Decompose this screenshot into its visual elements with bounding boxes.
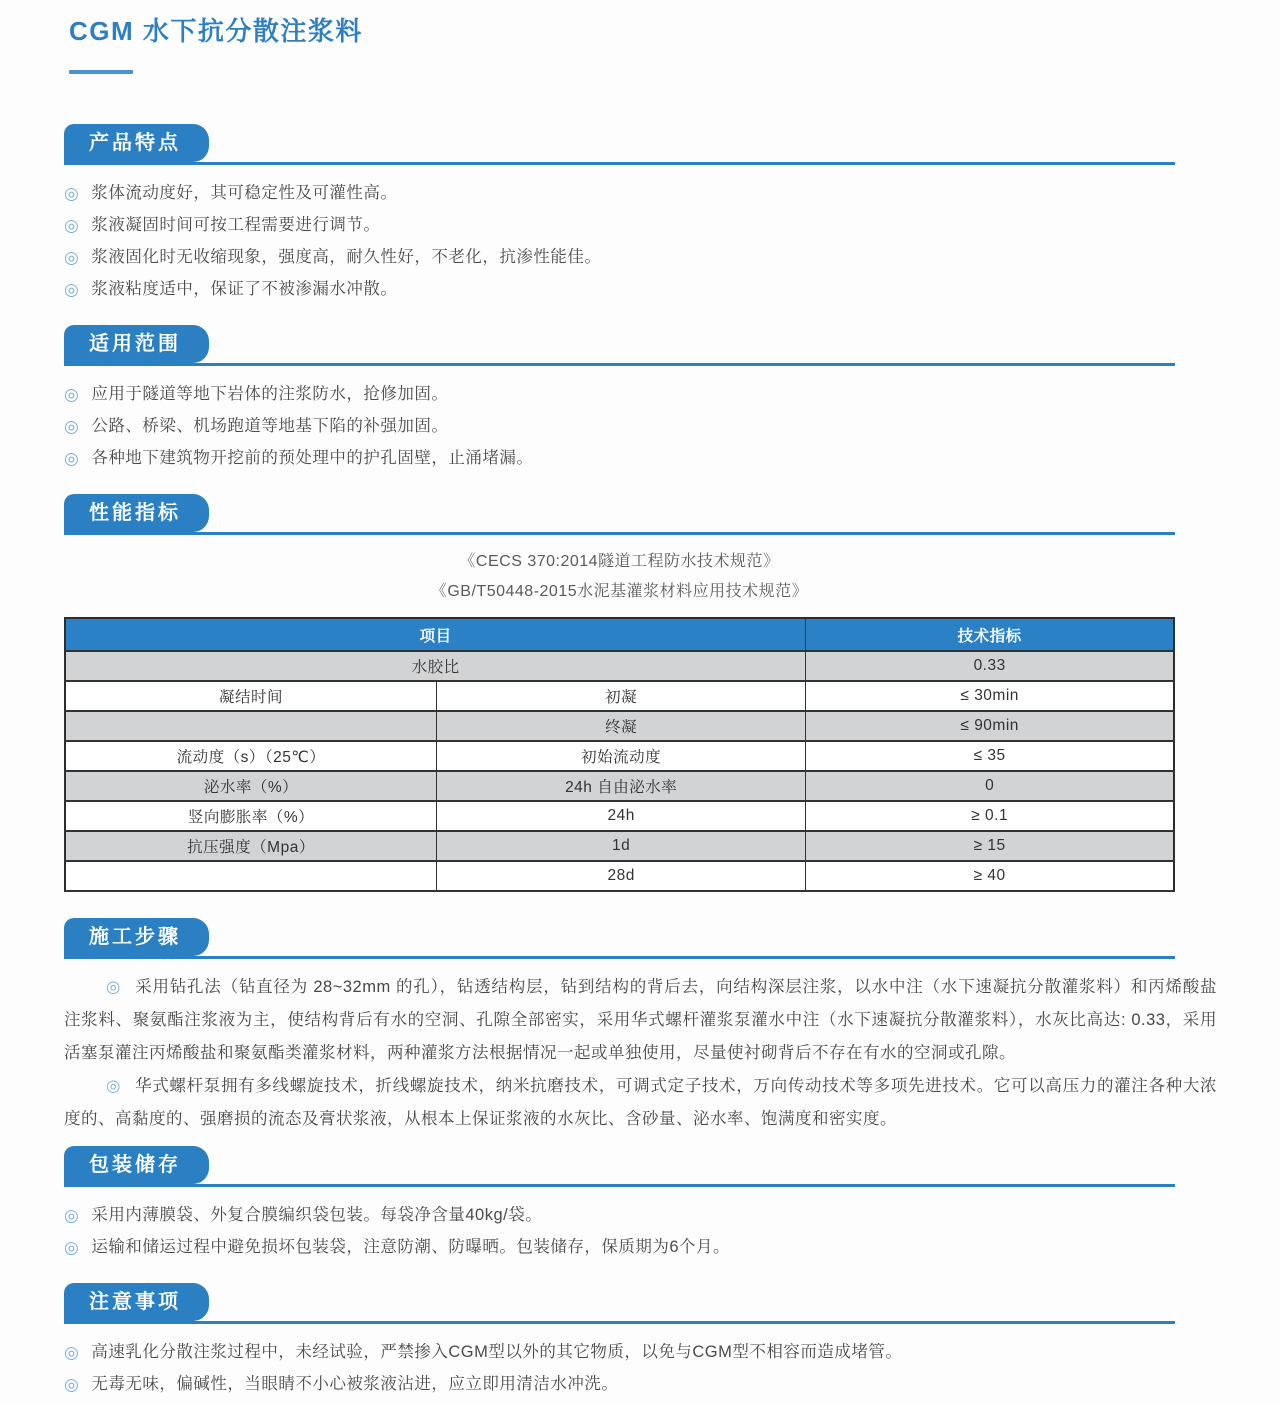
- table-row: [65, 801, 1174, 831]
- table-row: [65, 831, 1174, 861]
- bullet-list: [64, 182, 1175, 301]
- bullseye-bullet-icon: ◎: [64, 417, 80, 436]
- cell-item: 凝结时间: [65, 681, 437, 711]
- section-badge: 性能指标: [64, 494, 209, 532]
- section-construction: [64, 918, 1217, 1136]
- section-badge: 适用范围: [64, 325, 209, 363]
- bullseye-bullet-icon: ◎: [106, 978, 122, 996]
- bullseye-bullet-icon: ◎: [64, 1238, 80, 1257]
- cell-sub: 初始流动度: [437, 741, 806, 771]
- bullet-text: 运输和储运过程中避免损坏包装袋，注意防潮、防曝晒。包装储存，保质期为6个月。: [91, 1238, 731, 1256]
- cell-sub: 终凝: [437, 711, 806, 741]
- list-item: [64, 278, 1175, 301]
- cell-value: ≥ 15: [806, 831, 1174, 861]
- list-item: [64, 383, 1175, 406]
- page-title: CGM 水下抗分散注浆料: [69, 16, 363, 46]
- paragraph-text: 华式螺杆泵拥有多线螺旋技术，折线螺旋技术，纳米抗磨技术，可调式定子技术，万向传动技术等多项先进技术。它可以高压力的灌注各种大浓度的、高黏度的、强磨损的流态及膏状浆液，从根本上保证浆液的水灰比、含砂量、泌水率、饱满度和密实度。: [64, 1077, 1217, 1128]
- section-header: [64, 494, 1175, 535]
- cell-value: 0.33: [806, 651, 1174, 681]
- performance-table: [64, 617, 1175, 892]
- bullseye-bullet-icon: ◎: [64, 1375, 80, 1394]
- cell-item: [65, 861, 437, 891]
- section-packaging: [64, 1146, 1175, 1259]
- bullseye-bullet-icon: ◎: [64, 1206, 80, 1225]
- bullseye-bullet-icon: ◎: [64, 449, 80, 468]
- table-row: [65, 771, 1174, 801]
- bullseye-bullet-icon: ◎: [64, 280, 80, 299]
- bullseye-bullet-icon: ◎: [64, 248, 80, 267]
- standard-line: 《GB/T50448-2015水泥基灌浆材料应用技术规范》: [430, 583, 809, 600]
- cell-item: 泌水率（%）: [65, 771, 437, 801]
- paragraph-text: 采用钻孔法（钻直径为 28~32mm 的孔），钻透结构层，钻到结构的背后去，向结构深层注浆，以水中注（水下速凝抗分散灌浆料）和丙烯酸盐注浆料、聚氨酯注浆液为主，使结构背后有水的空洞、孔隙全部密实，采用华式螺杆灌浆泵灌水中注（水下速凝抗分散灌浆料），水灰比高达: 0.33，采用活塞泵灌注丙烯酸盐和聚氨酯类灌浆材料，两种灌浆方法根据情况一起或单独使用，尽量使衬砌背后不存在有水的空洞或孔隙。: [64, 978, 1217, 1062]
- bullet-text: 浆液固化时无收缩现象，强度高，耐久性好，不老化，抗渗性能佳。: [91, 248, 602, 266]
- list-item: [64, 1236, 1175, 1259]
- bullseye-bullet-icon: ◎: [64, 184, 80, 203]
- table-row: [65, 861, 1174, 891]
- bullseye-bullet-icon: ◎: [64, 216, 80, 235]
- section-notes: [64, 1283, 1175, 1396]
- cell-sub: 24h 自由泌水率: [437, 771, 806, 801]
- list-item: [64, 1373, 1175, 1396]
- cell-item: [65, 711, 437, 741]
- cell-item: 流动度（s）（25℃）: [65, 741, 437, 771]
- section-header: [64, 325, 1175, 366]
- cell-value: ≥ 40: [806, 861, 1174, 891]
- bullseye-bullet-icon: ◎: [64, 1343, 80, 1362]
- section-scope: [64, 325, 1175, 470]
- table-header-row: [65, 618, 1174, 651]
- list-item: [64, 182, 1175, 205]
- cell-item: 竖向膨胀率（%）: [65, 801, 437, 831]
- header-cell-indicator: 技术指标: [806, 618, 1174, 651]
- bullet-text: 应用于隧道等地下岩体的注浆防水，抢修加固。: [91, 385, 449, 403]
- list-item: [64, 415, 1175, 438]
- section-header: [64, 918, 1175, 959]
- section-badge: 注意事项: [64, 1283, 209, 1321]
- cell-item: 抗压强度（Mpa）: [65, 831, 437, 861]
- table-row: [65, 711, 1174, 741]
- bullet-text: 高速乳化分散注浆过程中，未经试验，严禁掺入CGM型以外的其它物质，以免与CGM型不相容而造成堵管。: [91, 1343, 903, 1361]
- list-item: [64, 1204, 1175, 1227]
- bullet-text: 采用内薄膜袋、外复合膜编织袋包装。每袋净含量40kg/袋。: [91, 1206, 543, 1224]
- cell-sub: 24h: [437, 801, 806, 831]
- section-header: [64, 1283, 1175, 1324]
- list-item: [64, 214, 1175, 237]
- bullseye-bullet-icon: ◎: [64, 385, 80, 404]
- section-badge: 产品特点: [64, 124, 209, 162]
- construction-paragraph: [64, 1070, 1217, 1136]
- bullet-text: 各种地下建筑物开挖前的预处理中的护孔固壁，止涌堵漏。: [91, 449, 534, 467]
- list-item: [64, 447, 1175, 470]
- bullet-text: 无毒无味，偏碱性，当眼睛不小心被浆液沾进，应立即用清洁水冲洗。: [91, 1375, 619, 1393]
- section-header: [64, 1146, 1175, 1187]
- section-performance: [64, 494, 1175, 892]
- title-underline: [69, 70, 133, 74]
- bullet-list: [64, 1341, 1175, 1396]
- section-header: [64, 124, 1175, 165]
- construction-steps: [64, 971, 1217, 1136]
- standard-line: 《CECS 370:2014隧道工程防水技术规范》: [459, 553, 780, 570]
- bullet-list: [64, 383, 1175, 470]
- table-row: [65, 741, 1174, 771]
- cell-sub: 1d: [437, 831, 806, 861]
- cell-value: ≥ 0.1: [806, 801, 1174, 831]
- section-features: [64, 124, 1175, 301]
- cell-sub: 28d: [437, 861, 806, 891]
- bullet-list: [64, 1204, 1175, 1259]
- cell-item: 水胶比: [65, 651, 806, 681]
- bullet-text: 公路、桥梁、机场跑道等地基下陷的补强加固。: [91, 417, 449, 435]
- cell-value: ≤ 30min: [806, 681, 1174, 711]
- bullet-text: 浆液粘度适中，保证了不被渗漏水冲散。: [91, 280, 398, 298]
- bullet-text: 浆体流动度好，其可稳定性及可灌性高。: [91, 184, 398, 202]
- cell-value: 0: [806, 771, 1174, 801]
- list-item: [64, 1341, 1175, 1364]
- section-badge: 包装储存: [64, 1146, 209, 1184]
- list-item: [64, 246, 1175, 269]
- header-cell-item: 项目: [65, 618, 806, 651]
- bullseye-bullet-icon: ◎: [106, 1077, 122, 1095]
- cell-value: ≤ 35: [806, 741, 1174, 771]
- standards-references: [64, 547, 1175, 607]
- construction-paragraph: [64, 971, 1217, 1070]
- table-row: [65, 681, 1174, 711]
- bullet-text: 浆液凝固时间可按工程需要进行调节。: [91, 216, 381, 234]
- table-row: [65, 651, 1174, 681]
- cell-value: ≤ 90min: [806, 711, 1174, 741]
- cell-sub: 初凝: [437, 681, 806, 711]
- section-badge: 施工步骤: [64, 918, 209, 956]
